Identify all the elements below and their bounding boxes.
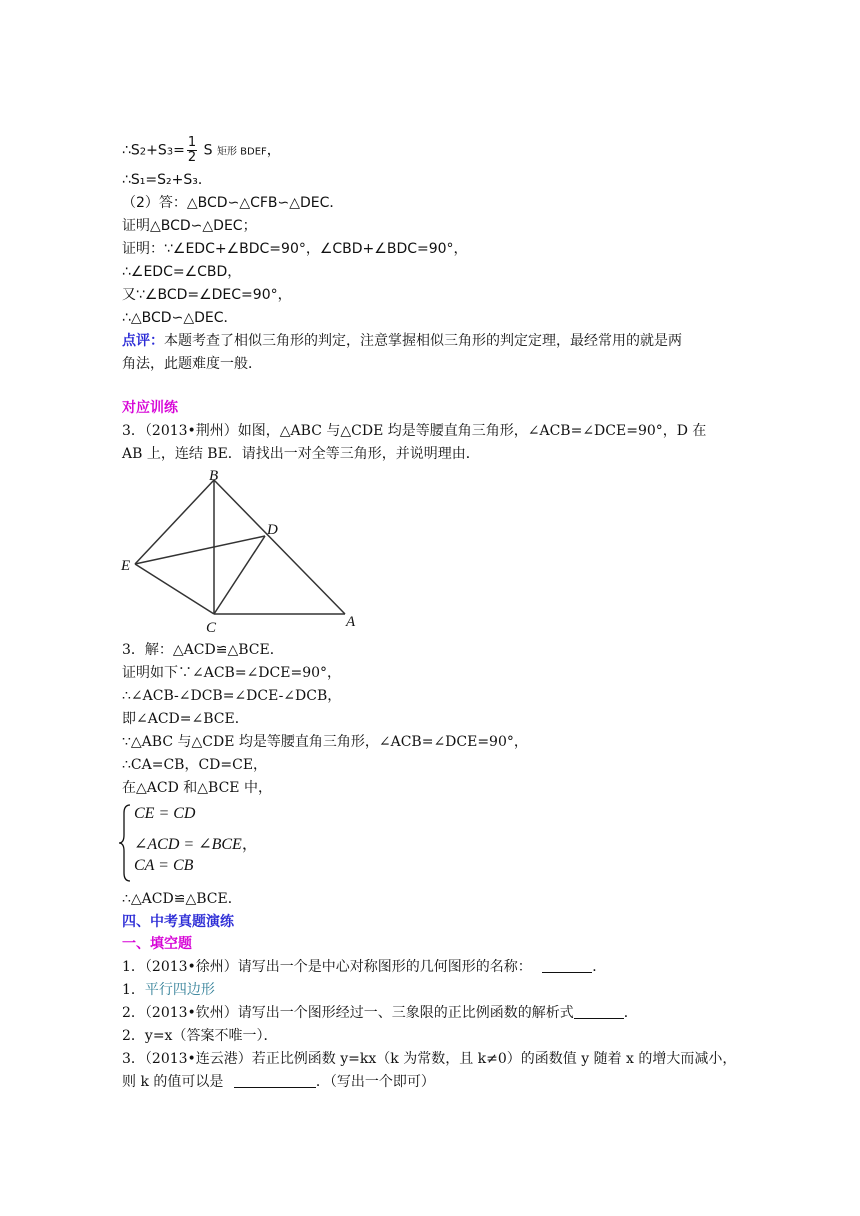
segment-be [135,480,214,564]
label-c: C [206,620,217,636]
answer-line-8: ∴△ACD≌△BCE． [122,891,242,907]
question-3-line-2: AB 上，连结 BE．请找出一对全等三角形，并说明理由． [122,446,480,462]
fraction [187,136,197,165]
small-label: 矩形 BDEF [216,146,267,158]
subscript: 3 [166,146,174,158]
segment-dc [214,536,265,614]
denominator: 2 [187,150,197,165]
line-s2-s3-half [122,136,281,165]
segment-ec [135,564,214,614]
system-brace [118,803,134,883]
label-a: A [346,614,356,630]
label-b: B [209,468,219,484]
text: S [203,142,213,159]
answer-line-2: 证明如下∵∠ACB=∠DCE=90°， [122,665,342,681]
line-proof-4: ∴△BCD∽△DEC． [122,310,238,326]
text: ． [592,959,607,975]
triangle-figure [114,466,364,636]
answer-text: 平行四边形 [144,982,215,998]
question-text: ．（写出一个即可） [315,1074,435,1090]
text: ， [266,142,281,159]
answer-line-1: 3．解：△ACD≌△BCE． [122,642,284,658]
text: ∴S [122,142,140,159]
fill-answer-1 [122,980,215,1000]
section-fill-blank: 一、填空题 [122,936,192,952]
segment-ba [214,480,345,614]
system-eq-2 [134,831,258,854]
system-eq-1: CE = CD [134,805,196,822]
question-text: 1．（2013•徐州）请写出一个是中心对称图形的几何图形的名称： [122,959,532,975]
comment-text: 本题考查了相似三角形的判定，注意掌握相似三角形的判定定理，最经常用的就是两 [164,333,682,349]
label-d: D [267,522,278,538]
line-proof-3: 又∵∠BCD=∠DEC=90°， [122,287,292,303]
fill-question-3-line-2 [122,1072,435,1092]
comment-line-2: 角法，此题难度一般． [122,356,262,372]
label-e: E [121,558,131,574]
text: +S [146,142,167,159]
answer-line-4: 即∠ACD=∠BCE． [122,711,249,727]
text: = [173,142,185,159]
system-eq-3: CA = CB [134,857,194,874]
fill-question-2 [122,1003,638,1023]
fill-question-1 [122,957,606,977]
question-text: 则 k 的值可以是 [122,1074,224,1090]
subscript: 2 [139,146,147,158]
fill-question-3-line-1: 3．（2013•连云港）若正比例函数 y=kx（k 为常数，且 k≠0）的函数值 y 随着 x 的增大而减小， [122,1051,737,1067]
answer-line-7: 在△ACD 和△BCE 中， [122,780,272,796]
question-text: 2．（2013•钦州）请写出一个图形经过一、三象限的正比例函数的解析式 [122,1005,574,1021]
answer-blank[interactable] [234,1073,316,1088]
section-four: 四、中考真题演练 [122,914,234,930]
answer-blank[interactable] [542,958,592,973]
text: ， [241,836,258,853]
segment-ed [135,536,265,564]
answer-line-3: ∴∠ACB-∠DCB=∠DCE-∠DCB， [122,688,342,704]
equation: ∠ACD = ∠BCE [134,836,242,853]
fill-answer-2: 2．y=x（答案不唯一）． [122,1028,278,1044]
line-proof-1: 证明：∵∠EDC+∠BDC=90°，∠CBD+∠BDC=90°， [122,241,468,257]
question-3-line-1: 3．（2013•荆州）如图，△ABC 与△CDE 均是等腰直角三角形，∠ACB=∠DCE=90°，D 在 [122,423,707,439]
line-proof-claim: 证明△BCD∽△DEC； [122,218,257,234]
section-training: 对应训练 [122,400,178,416]
answer-line-6: ∴CA=CB，CD=CE， [122,757,268,773]
line-answer-2: （2）答：△BCD∽△CFB∽△DEC． [122,195,344,211]
numerator: 1 [187,135,197,150]
line-s1-equals: ∴S₁=S₂+S₃． [122,172,212,188]
text: ． [623,1005,638,1021]
comment-line-1 [122,331,682,351]
line-proof-2: ∴∠EDC=∠CBD， [122,264,242,280]
answer-line-5: ∵△ABC 与△CDE 均是等腰直角三角形，∠ACB=∠DCE=90°， [122,734,528,750]
answer-number: 1． [122,982,145,998]
comment-label: 点评： [122,333,164,349]
answer-blank[interactable] [574,1004,624,1019]
